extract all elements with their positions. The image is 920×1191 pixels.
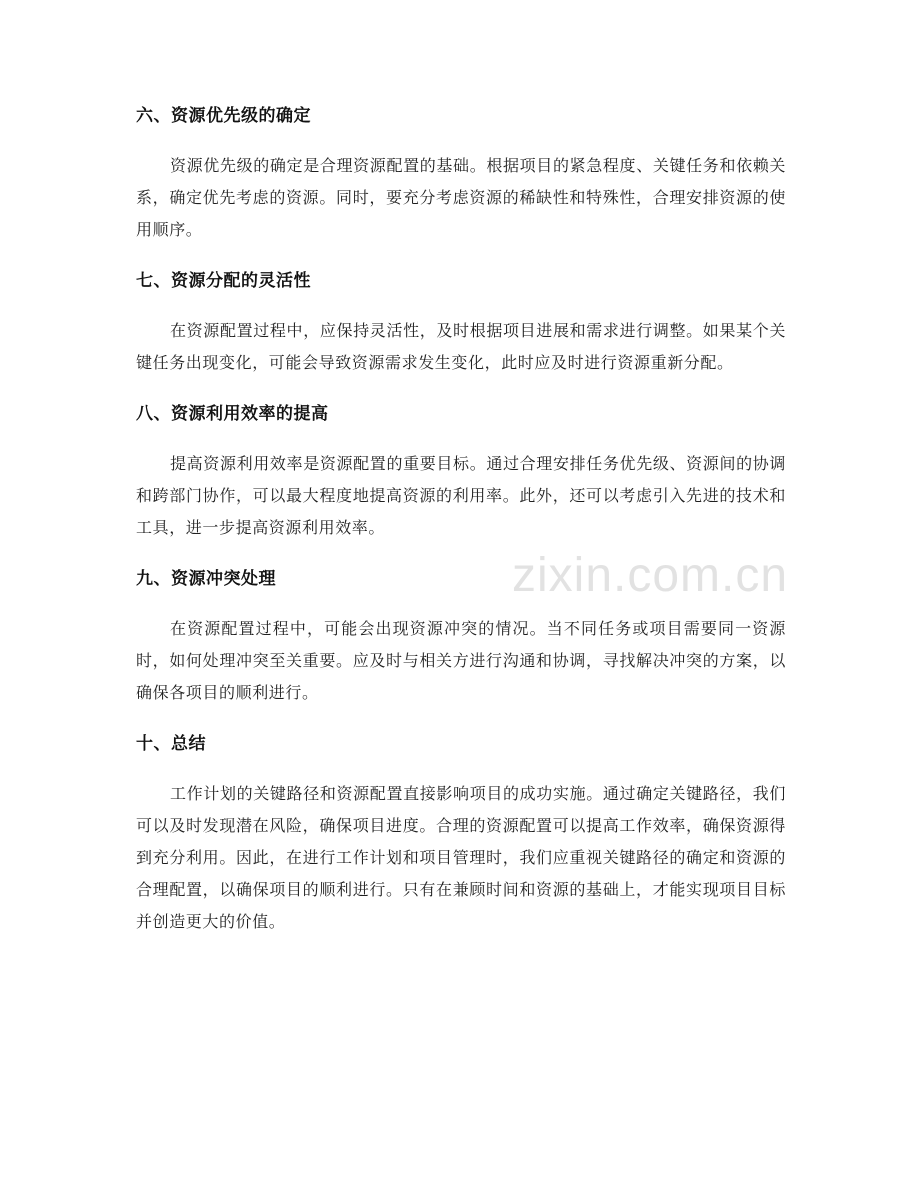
- section-paragraph: 资源优先级的确定是合理资源配置的基础。根据项目的紧急程度、关键任务和依赖关系，确定优先考虑的资源。同时，要充分考虑资源的稀缺性和特殊性，合理安排资源的使用顺序。: [136, 156, 786, 239]
- section-utilization-efficiency: [136, 402, 786, 544]
- watermark: zixin.com.cn: [512, 549, 789, 602]
- section-paragraph: 在资源配置过程中，可能会出现资源冲突的情况。当不同任务或项目需要同一资源时，如何处理冲突至关重要。应及时与相关方进行沟通和协调，寻找解决冲突的方案，以确保各项目的顺利进行。: [136, 619, 786, 702]
- section-paragraph: 工作计划的关键路径和资源配置直接影响项目的成功实施。通过确定关键路径，我们可以及时发现潜在风险，确保项目进度。合理的资源配置可以提高工作效率，确保资源得到充分利用。因此，在进行工作计划和项目管理时，我们应重视关键路径的确定和资源的合理配置，以确保项目的顺利进行。只有在兼顾时间和资源的基础上，才能实现项目目标并创造更大的价值。: [136, 784, 786, 931]
- section-heading: 六、资源优先级的确定: [136, 106, 311, 126]
- section-heading: 十、总结: [136, 734, 206, 754]
- section-resource-priority: [136, 104, 786, 246]
- section-summary: [136, 732, 786, 938]
- section-paragraph: 在资源配置过程中，应保持灵活性，及时根据项目进展和需求进行调整。如果某个关键任务出现变化，可能会导致资源需求发生变化，此时应及时进行资源重新分配。: [136, 321, 786, 372]
- section-conflict-handling: [136, 567, 786, 709]
- section-heading: 九、资源冲突处理: [136, 569, 276, 589]
- section-heading: 八、资源利用效率的提高: [136, 404, 329, 424]
- section-allocation-flexibility: [136, 269, 786, 379]
- section-heading: 七、资源分配的灵活性: [136, 271, 311, 291]
- section-paragraph: 提高资源利用效率是资源配置的重要目标。通过合理安排任务优先级、资源间的协调和跨部门协作，可以最大程度地提高资源的利用率。此外，还可以考虑引入先进的技术和工具，进一步提高资源利用效率。: [136, 454, 786, 537]
- document-body: [136, 104, 789, 961]
